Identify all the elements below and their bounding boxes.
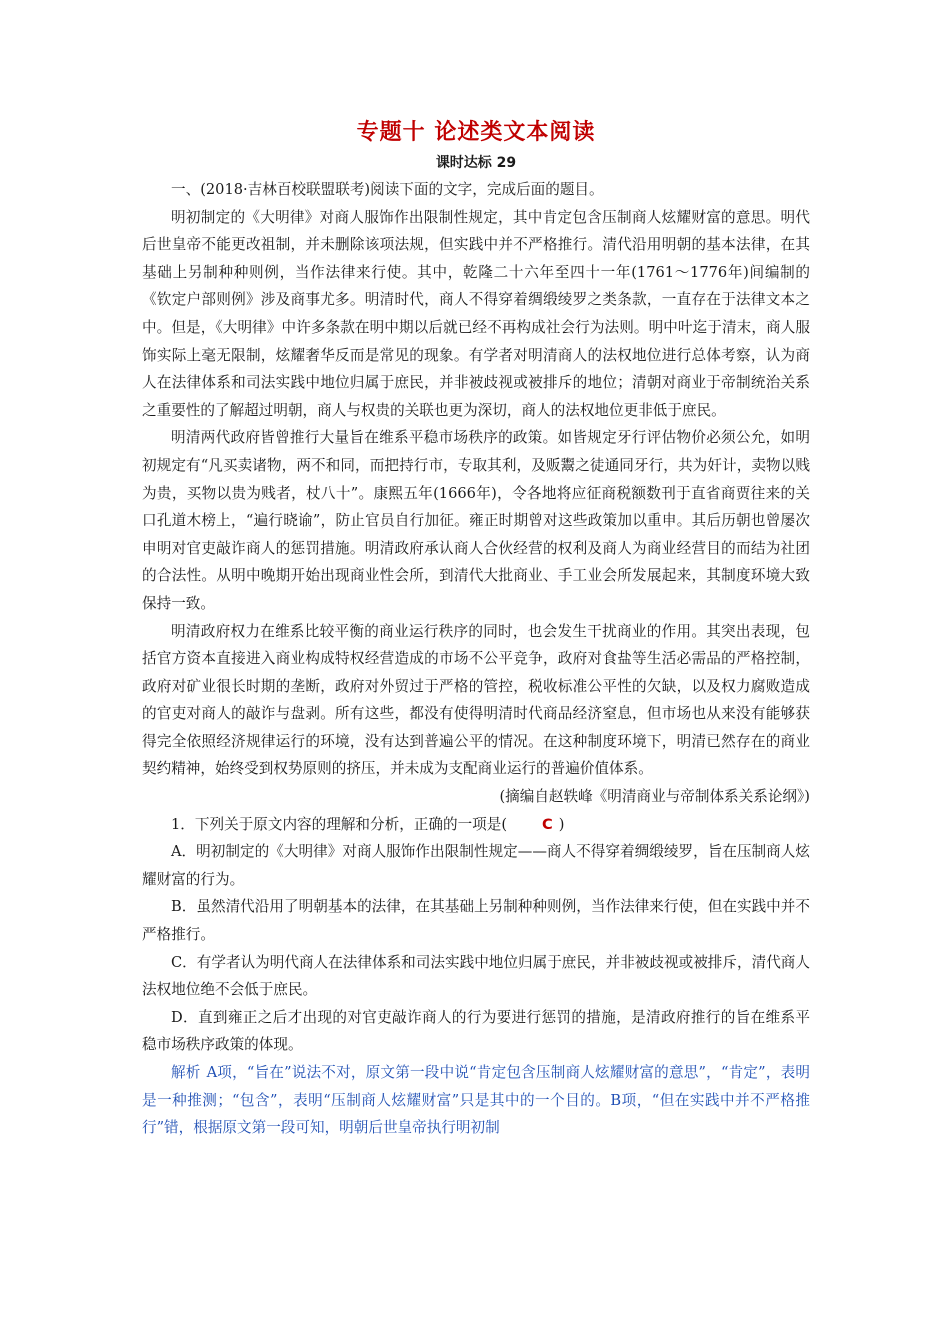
option-d: D．直到雍正之后才出现的对官吏敲诈商人的行为要进行惩罚的措施，是清政府推行的旨在维系平稳市场秩序政策的体现。	[142, 1008, 810, 1054]
intro-instruction: 一、(2018·吉林百校联盟联考)阅读下面的文字，完成后面的题目。	[171, 181, 604, 198]
analysis-text: A项，“旨在”说法不对，原文第一段中说“肯定包含压制商人炫耀财富的意思”，“肯定”，表明是一种推测；“包含”，表明“压制商人炫耀财富”只是其中的一个目的。B项，“但在实践中并不严格推行”错，根据原文第一段可知，明朝后世皇帝执行明初制	[142, 1064, 810, 1137]
answer-letter: C	[542, 815, 553, 833]
option-c: C．有学者认为明代商人在法律体系和司法实践中地位归属于庶民，并非被歧视或被排斥，清代商人法权地位绝不会低于庶民。	[142, 953, 810, 999]
option-b: B．虽然清代沿用了明朝基本的法律，在其基础上另制种种则例，当作法律来行使，但在实践中并不严格推行。	[142, 898, 810, 944]
analysis-label: 解析	[171, 1064, 201, 1081]
passage-source: (摘编自赵轶峰《明清商业与帝制体系关系论纲》)	[499, 788, 810, 806]
document-page	[142, 118, 810, 1142]
question-stem	[142, 811, 810, 839]
page-title: 专题十 论述类文本阅读	[356, 120, 596, 145]
question-stem-text: 1．下列关于原文内容的理解和分析，正确的一项是(	[171, 815, 508, 833]
passage-paragraph-2: 明清两代政府皆曾推行大量旨在维系平稳市场秩序的政策。如皆规定牙行评估物价必须公允，如明初规定有“凡买卖诸物，两不和同，而把持行市，专取其利，及贩鬻之徒通同牙行，共为奸计，卖物以贱为贵，买物以贵为贱者，杖八十”。康熙五年(1666年)，令各地将应征商税额数刊于直省商贾往来的关口孔道木榜上，“遍行晓谕”，防止官员自行加征。雍正时期曾对这些政策加以重申。其后历朝也曾屡次申明对官吏敲诈商人的惩罚措施。明清政府承认商人合伙经营的权利及商人为商业经营目的而结为社团的合法性。从明中晚期开始出现商业性会所，到清代大批商业、手工业会所发展起来，其制度环境大致保持一致。	[142, 429, 810, 612]
option-a: A．明初制定的《大明律》对商人服饰作出限制性规定——商人不得穿着绸缎绫罗，旨在压制商人炫耀财富的行为。	[142, 843, 810, 888]
analysis-paragraph	[142, 1059, 810, 1142]
passage-paragraph-3: 明清政府权力在维系比较平衡的商业运行秩序的同时，也会发生干扰商业的作用。其突出表现，包括官方资本直接进入商业构成特权经营造成的市场不公平竞争，政府对食盐等生活必需品的严格控制，政府对矿业很长时期的垄断，政府对外贸过于严格的管控，税收标准公平性的欠缺，以及权力腐败造成的官吏对商人的敲诈与盘剥。所有这些，都没有使得明清时代商品经济窒息，但市场也从来没有能够获得完全依照经济规律运行的环境，没有达到普遍公平的情况。在这种制度环境下，明清已然存在的商业契约精神，始终受到权势原则的挤压，并未成为支配商业运行的普遍价值体系。	[142, 622, 810, 778]
page-subtitle: 课时达标 29	[435, 155, 517, 171]
passage-paragraph-1: 明初制定的《大明律》对商人服饰作出限制性规定，其中肯定包含压制商人炫耀财富的意思。明代后世皇帝不能更改祖制，并未删除该项法规，但实践中并不严格推行。清代沿用明朝的基本法律，在其基础上另制种种则例，当作法律来行使。其中，乾隆二十六年至四十一年(1761～1776年)间编制的《钦定户部则例》涉及商事尤多。明清时代，商人不得穿着绸缎绫罗之类条款，一直存在于法律文本之中。但是，《大明律》中许多条款在明中期以后就已经不再构成社会行为法则。明中叶迄于清末，商人服饰实际上毫无限制，炫耀奢华反而是常见的现象。有学者对明清商人的法权地位进行总体考察，认为商人在法律体系和司法实践中地位归属于庶民，并非被歧视或被排斥的地位；清朝对商业于帝制统治关系之重要性的了解超过明朝，商人与权贵的关联也更为深切，商人的法权地位更非低于庶民。	[142, 208, 810, 419]
question-stem-close: )	[558, 815, 565, 833]
